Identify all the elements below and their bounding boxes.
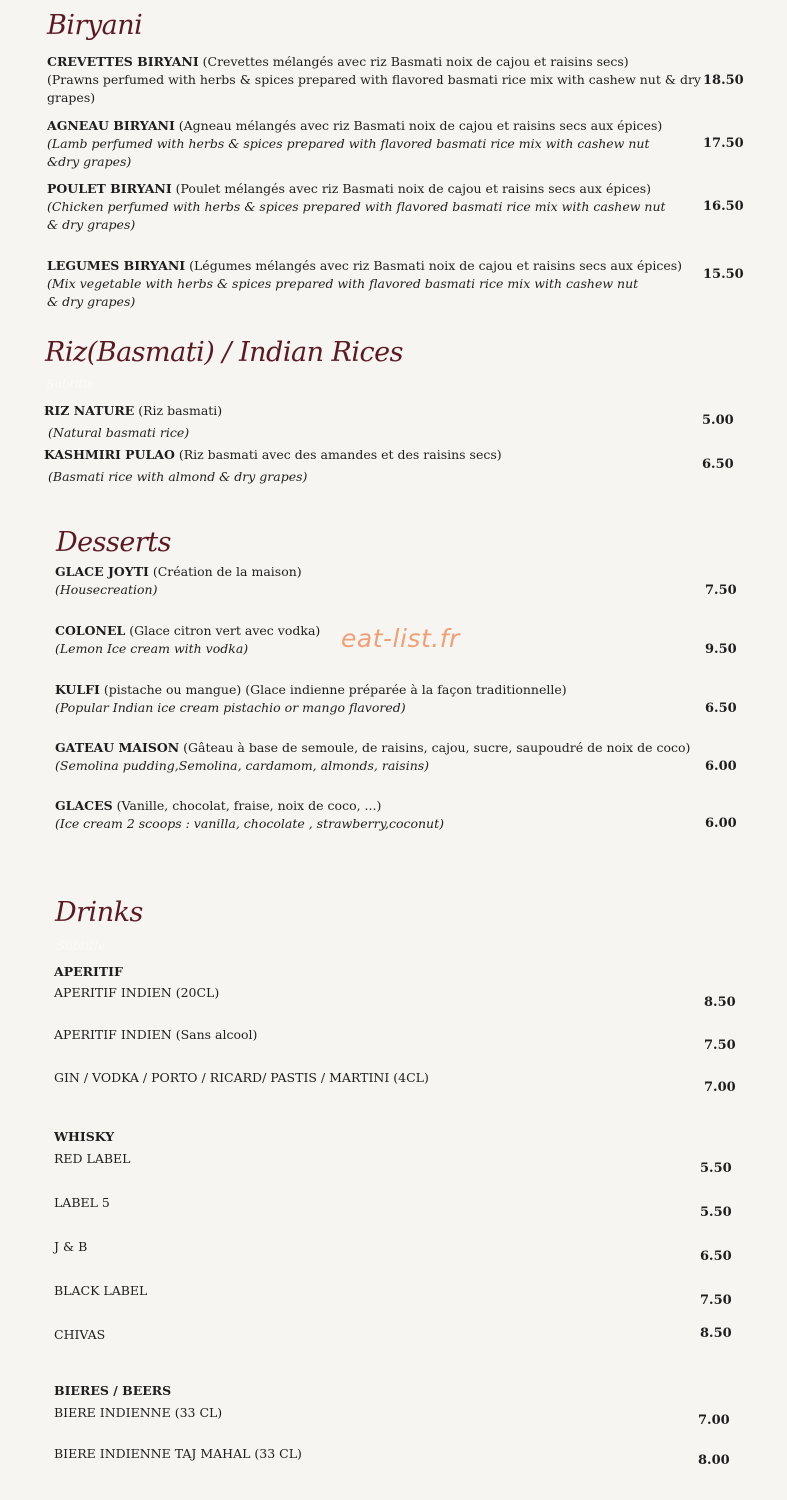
rice-subtitle-ghost: Subtitle xyxy=(46,377,95,391)
item-price: 5.50 xyxy=(700,1205,732,1220)
biryani-item-4 xyxy=(47,257,682,311)
item-en: (Mix vegetable with herbs & spices prepared with flavored basmati rice mix with cashew nut xyxy=(47,276,639,291)
item-fr: (Agneau mélangés avec riz Basmati noix de cajou et raisins secs aux épices) xyxy=(174,118,663,133)
item-price: 7.50 xyxy=(705,583,737,598)
biryani-item-2 xyxy=(47,117,662,171)
item-en: grapes) xyxy=(47,90,96,105)
aperitif-label: APERITIF xyxy=(54,964,123,979)
item-fr: (Vanille, chocolat, fraise, noix de coco, ...) xyxy=(112,798,382,813)
item-name: KASHMIRI PULAO xyxy=(44,447,175,462)
item-name: GLACES xyxy=(55,798,113,813)
item-price: 7.50 xyxy=(700,1293,732,1308)
desserts-heading: Desserts xyxy=(56,527,171,558)
item-name: GATEAU MAISON xyxy=(55,740,180,755)
item-en: (Chicken perfumed with herbs & spices prepared with flavored basmati rice mix with cashew nut xyxy=(47,199,666,214)
rice-heading: Riz(Basmati) / Indian Rices xyxy=(45,337,403,368)
biryani-heading: Biryani xyxy=(47,10,143,41)
drink-item: BIERE INDIENNE TAJ MAHAL (33 CL) xyxy=(54,1446,302,1461)
drink-item: APERITIF INDIEN (Sans alcool) xyxy=(54,1027,258,1042)
biryani-item-3 xyxy=(47,180,666,234)
item-price: 15.50 xyxy=(703,267,744,282)
item-fr: (Riz basmati) xyxy=(134,403,223,418)
whisky-label: WHISKY xyxy=(54,1129,115,1144)
item-fr: (Gâteau à base de semoule, de raisins, cajou, sucre, saupoudré de noix de coco) xyxy=(179,740,691,755)
item-en: (Housecreation) xyxy=(55,582,158,597)
item-name: KULFI xyxy=(55,682,100,697)
item-en: (Basmati rice with almond & dry grapes) xyxy=(48,469,308,484)
item-en: &dry grapes) xyxy=(47,154,132,169)
item-name: COLONEL xyxy=(55,623,126,638)
item-fr: (Crevettes mélangés avec riz Basmati noix de cajou et raisins secs) xyxy=(198,54,629,69)
item-name: GLACE JOYTI xyxy=(55,564,149,579)
item-price: 6.50 xyxy=(702,457,734,472)
item-price: 8.50 xyxy=(700,1326,732,1341)
item-en: & dry grapes) xyxy=(47,294,136,309)
item-price: 17.50 xyxy=(703,136,744,151)
item-price: 6.00 xyxy=(705,816,737,831)
item-name: LEGUMES BIRYANI xyxy=(47,258,186,273)
drinks-heading: Drinks xyxy=(55,897,143,928)
item-price: 18.50 xyxy=(703,73,744,88)
drink-item: LABEL 5 xyxy=(54,1195,110,1210)
dessert-item-5 xyxy=(55,797,444,833)
beers-label: BIERES / BEERS xyxy=(54,1383,172,1398)
item-en: (Lamb perfumed with herbs & spices prepared with flavored basmati rice mix with cashew nut xyxy=(47,136,650,151)
item-fr: (Poulet mélangés avec riz Basmati noix de cajou et raisins secs aux épices) xyxy=(171,181,652,196)
dessert-item-3 xyxy=(55,681,567,717)
watermark: eat-list.fr xyxy=(341,624,460,653)
item-price: 8.50 xyxy=(704,995,736,1010)
item-price: 6.50 xyxy=(705,701,737,716)
item-fr: (Riz basmati avec des amandes et des raisins secs) xyxy=(174,447,502,462)
item-fr: (pistache ou mangue) (Glace indienne préparée à la façon traditionnelle) xyxy=(99,682,567,697)
item-price: 9.50 xyxy=(705,642,737,657)
item-en: (Natural basmati rice) xyxy=(48,425,190,440)
drink-item: BLACK LABEL xyxy=(54,1283,148,1298)
dessert-item-2 xyxy=(55,622,320,658)
item-price: 5.50 xyxy=(700,1161,732,1176)
item-fr: (Glace citron vert avec vodka) xyxy=(125,623,321,638)
item-en: & dry grapes) xyxy=(47,217,136,232)
dessert-item-1 xyxy=(55,563,302,599)
item-en: (Semolina pudding,Semolina, cardamom, almonds, raisins) xyxy=(55,758,430,773)
rice-item-1 xyxy=(44,402,222,420)
drink-item: CHIVAS xyxy=(54,1327,106,1342)
item-name: RIZ NATURE xyxy=(44,403,135,418)
drink-item: BIERE INDIENNE (33 CL) xyxy=(54,1405,223,1420)
item-price: 6.50 xyxy=(700,1249,732,1264)
drink-item: APERITIF INDIEN (20CL) xyxy=(54,985,220,1000)
item-en: (Ice cream 2 scoops : vanilla, chocolate , strawberry,coconut) xyxy=(55,816,445,831)
item-price: 7.50 xyxy=(704,1038,736,1053)
item-en: (Lemon Ice cream with vodka) xyxy=(55,641,249,656)
item-name: POULET BIRYANI xyxy=(47,181,172,196)
item-fr: (Création de la maison) xyxy=(148,564,302,579)
item-name: AGNEAU BIRYANI xyxy=(47,118,175,133)
item-name: CREVETTES BIRYANI xyxy=(47,54,199,69)
drink-item: GIN / VODKA / PORTO / RICARD/ PASTIS / MARTINI (4CL) xyxy=(54,1070,429,1085)
item-price: 6.00 xyxy=(705,759,737,774)
item-en: (Popular Indian ice cream pistachio or mango flavored) xyxy=(55,700,406,715)
biryani-item-1 xyxy=(47,53,701,107)
dessert-item-4 xyxy=(55,739,690,775)
item-price: 7.00 xyxy=(698,1413,730,1428)
rice-item-2 xyxy=(44,446,502,464)
drink-item: RED LABEL xyxy=(54,1151,131,1166)
item-fr: (Légumes mélangés avec riz Basmati noix de cajou et raisins secs aux épices) xyxy=(185,258,683,273)
drinks-subtitle-ghost: Subtitle xyxy=(57,939,106,953)
item-price: 8.00 xyxy=(698,1453,730,1468)
item-price: 16.50 xyxy=(703,199,744,214)
item-price: 5.00 xyxy=(702,413,734,428)
item-price: 7.00 xyxy=(704,1080,736,1095)
item-en: (Prawns perfumed with herbs & spices prepared with flavored basmati rice mix with cashew nut & dry xyxy=(47,72,701,87)
drink-item: J & B xyxy=(54,1239,88,1254)
